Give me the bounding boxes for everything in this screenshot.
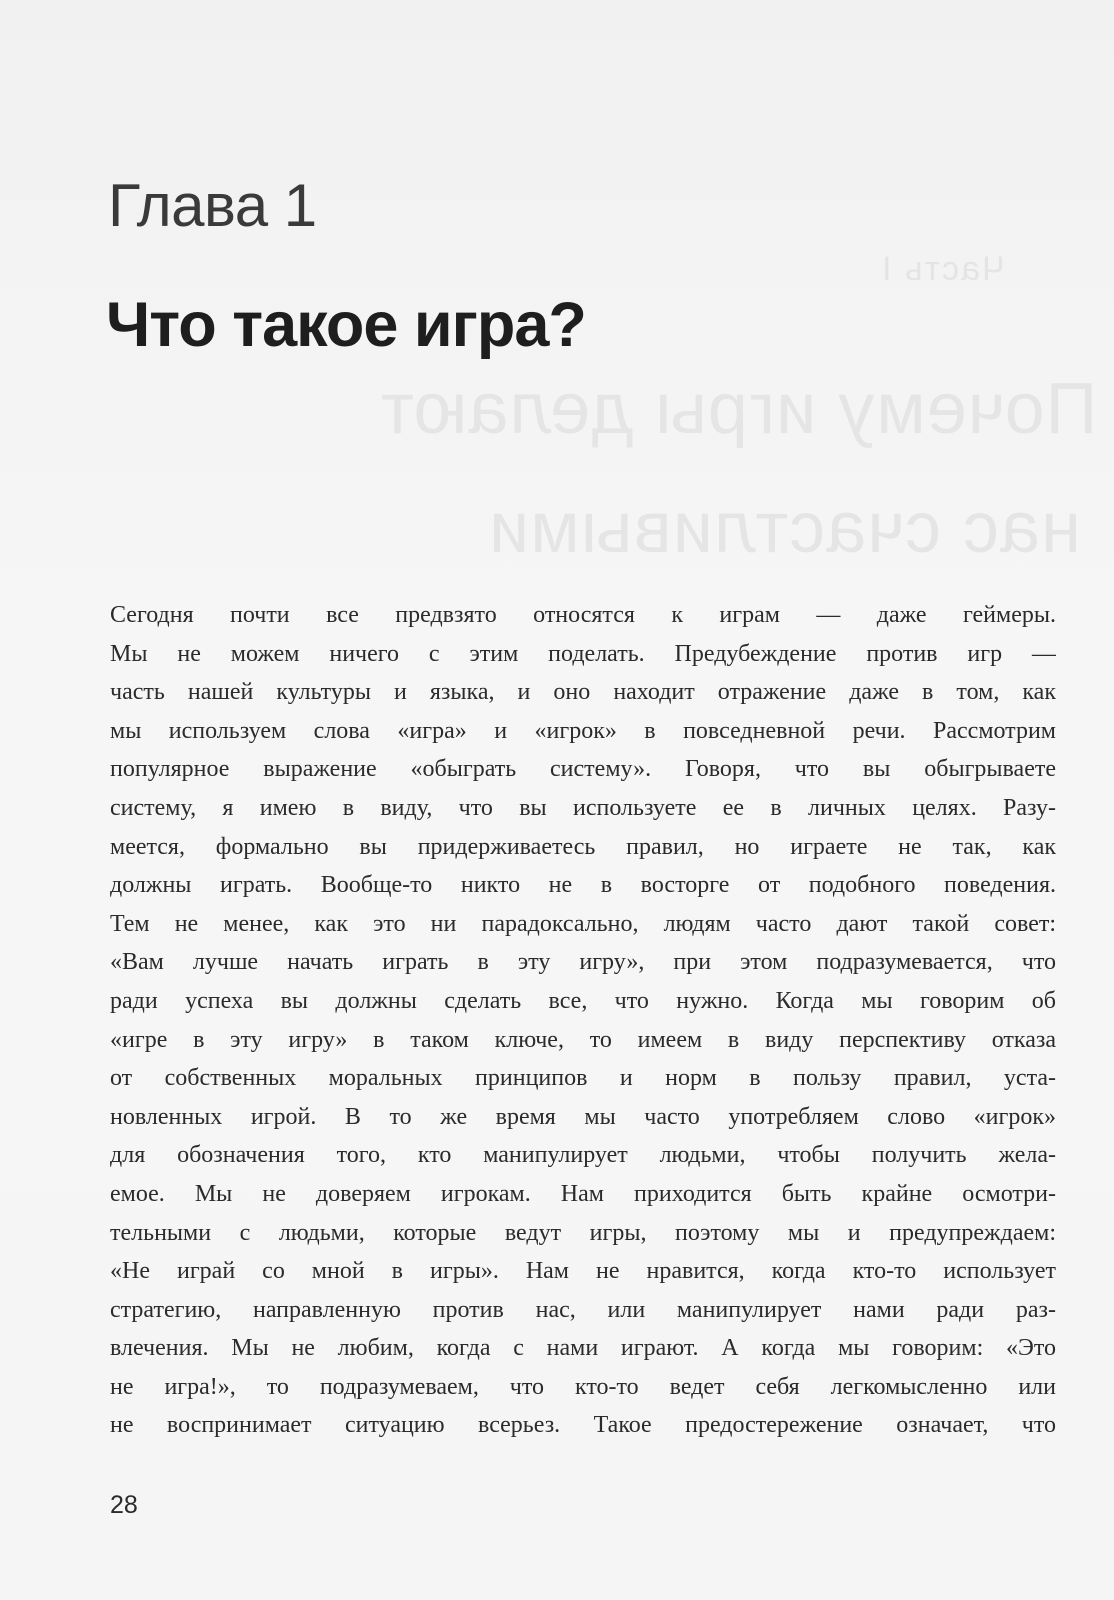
body-text: [110, 596, 1056, 1445]
body-line: мы используем слова «игра» и «игрок» в повседневной речи. Рассмотрим: [110, 717, 1056, 744]
body-line: не игра!», то подразумеваем, что кто-то ведет себя легкомысленно или: [110, 1373, 1056, 1400]
body-line: часть нашей культуры и языка, и оно находит отражение даже в том, как: [110, 679, 1056, 706]
body-line: меется, формально вы придерживаетесь правил, но играете не так, как: [110, 833, 1056, 860]
body-line: от собственных моральных принципов и норм в пользу правил, уста-: [110, 1065, 1056, 1092]
body-line: влечения. Мы не любим, когда с нами играют. А когда мы говорим: «Это: [110, 1335, 1056, 1362]
bleed-through-title-line-1: Почему игры делают: [380, 369, 1098, 449]
body-line: стратегию, направленную против нас, или манипулирует нами ради раз-: [110, 1296, 1056, 1323]
bleed-through-part-label: Часть I: [880, 250, 1005, 288]
body-line: систему, я имею в виду, что вы используете ее в личных целях. Разу-: [110, 794, 1056, 821]
chapter-title: Что такое игра?: [106, 290, 586, 360]
body-line: Тем не менее, как это ни парадоксально, людям часто дают такой совет:: [110, 910, 1056, 937]
body-line: «Вам лучше начать играть в эту игру», при этом подразумевается, что: [110, 949, 1056, 976]
body-line: емое. Мы не доверяем игрокам. Нам приходится быть крайне осмотри-: [110, 1180, 1056, 1207]
body-line: для обозначения того, кто манипулирует людьми, чтобы получить жела-: [110, 1142, 1056, 1169]
body-line: Мы не можем ничего с этим поделать. Предубеждение против игр —: [110, 640, 1056, 667]
body-line: популярное выражение «обыграть систему». Говоря, что вы обыгрываете: [110, 756, 1056, 783]
body-line: ради успеха вы должны сделать все, что нужно. Когда мы говорим об: [110, 987, 1056, 1014]
body-line: «Не играй со мной в игры». Нам не нравится, когда кто-то использует: [110, 1258, 1056, 1285]
chapter-label: Глава 1: [108, 172, 317, 239]
body-line: должны играть. Вообще-то никто не в восторге от подобного поведения.: [110, 872, 1056, 899]
body-line: «игре в эту игру» в таком ключе, то имеем в виду перспективу отказа: [110, 1026, 1056, 1053]
body-line: не воспринимает ситуацию всерьез. Такое предостережение означает, что: [110, 1412, 1056, 1439]
body-line: новленных игрой. В то же время мы часто употребляем слово «игрок»: [110, 1103, 1056, 1130]
bleed-through-title-line-2: нас счастливыми: [488, 488, 1081, 568]
page-number: 28: [110, 1491, 138, 1519]
body-line: тельными с людьми, которые ведут игры, поэтому мы и предупреждаем:: [110, 1219, 1056, 1246]
body-line: Сегодня почти все предвзято относятся к играм — даже геймеры.: [110, 602, 1056, 628]
